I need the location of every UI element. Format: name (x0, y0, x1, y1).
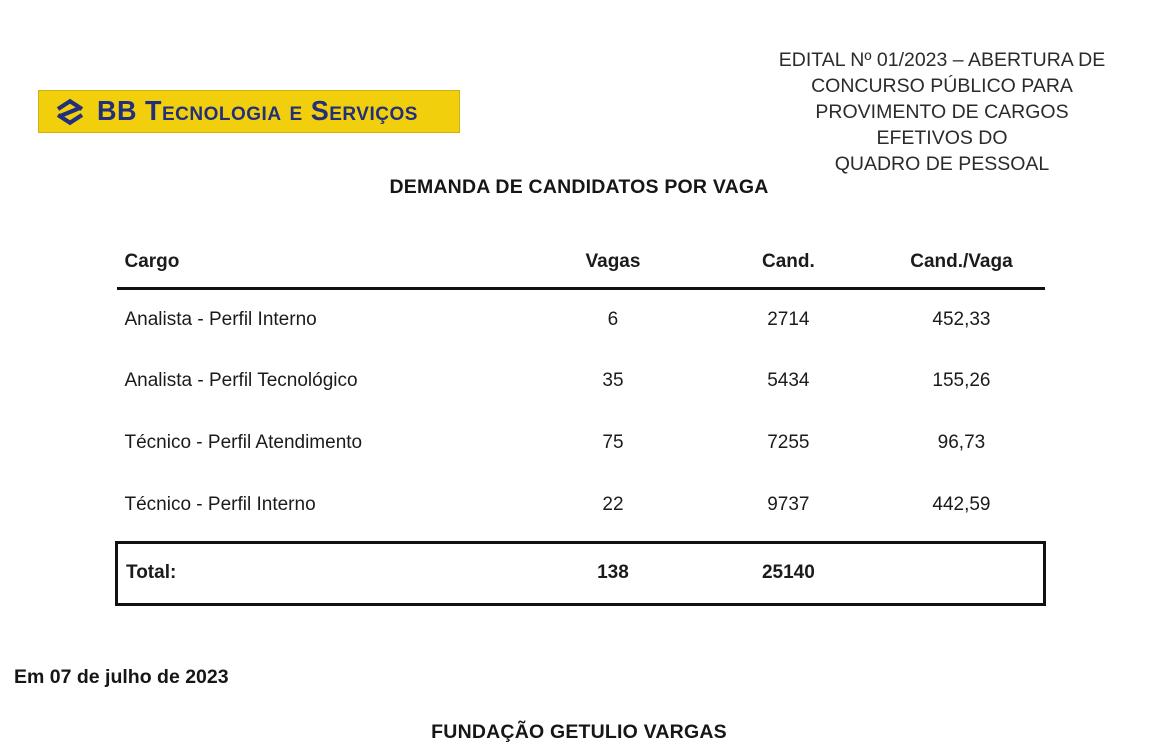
cell-cand: 7255 (767, 432, 810, 453)
cell-cand-vaga: 442,59 (932, 494, 991, 515)
bb-diamond-icon (51, 94, 89, 130)
cell-cand-vaga: 155,26 (932, 370, 991, 391)
bb-logo-text: BB Tecnologia e Serviços (97, 95, 418, 127)
column-header-cargo: Cargo (117, 238, 528, 288)
date-text: Em 07 de julho de 2023 (14, 666, 229, 688)
edital-line: QUADRO DE PESSOAL (834, 153, 1050, 175)
cell-cand-vaga: 452,33 (932, 308, 991, 330)
cell-cand-vaga: 96,73 (937, 432, 986, 453)
cell-cand: 2714 (767, 308, 810, 330)
table-row (117, 288, 1045, 350)
edital-line: CONCURSO PÚBLICO PARA (811, 75, 1073, 97)
cell-cand: 9737 (767, 494, 810, 515)
table-row (117, 350, 1045, 412)
cell-vagas: 35 (602, 370, 624, 391)
column-header-cand: Cand. (698, 238, 878, 288)
table-header-row (117, 238, 1045, 288)
cell-vagas: 75 (602, 432, 624, 453)
cell-cargo: Analista - Perfil Interno (124, 308, 317, 330)
cell-vagas: 6 (607, 308, 619, 330)
cell-cand: 5434 (767, 370, 810, 391)
column-header-vagas: Vagas (528, 238, 699, 288)
cell-cargo: Analista - Perfil Tecnológico (124, 370, 358, 391)
column-header-cand-vaga: Cand./Vaga (878, 238, 1044, 288)
total-vagas: 138 (528, 542, 699, 604)
cell-vagas: 22 (602, 494, 624, 515)
edital-line: EDITAL Nº 01/2023 – ABERTURA DE (778, 49, 1106, 71)
edital-header (768, 47, 1116, 177)
table-total-row (117, 542, 1045, 604)
bb-logo (38, 90, 460, 133)
total-cand-vaga (878, 542, 1044, 604)
cell-cargo: Técnico - Perfil Interno (124, 494, 316, 515)
total-label: Total: (117, 542, 528, 604)
organization-name: FUNDAÇÃO GETULIO VARGAS (431, 721, 727, 743)
table-row (117, 412, 1045, 474)
page-title: DEMANDA DE CANDIDATOS POR VAGA (389, 176, 769, 198)
demand-table (115, 238, 1046, 606)
demand-table-container (115, 238, 1046, 606)
edital-line: PROVIMENTO DE CARGOS EFETIVOS DO (815, 101, 1069, 149)
cell-cargo: Técnico - Perfil Atendimento (124, 432, 363, 453)
total-cand: 25140 (698, 542, 878, 604)
table-row (117, 474, 1045, 536)
